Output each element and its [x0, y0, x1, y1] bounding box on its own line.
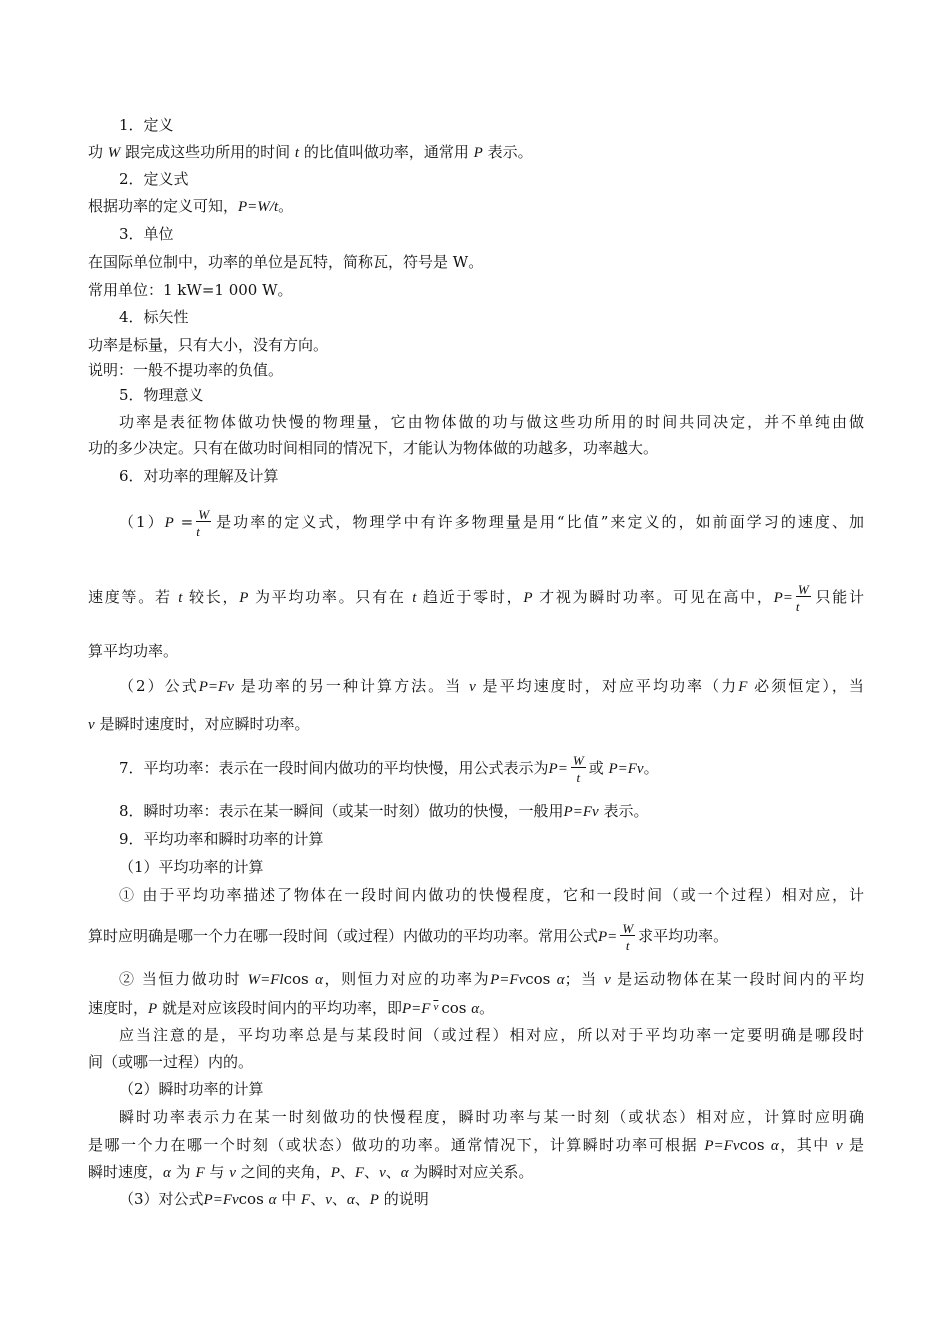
- text-run: t: [294, 145, 300, 161]
- text-run: P=W/t: [238, 199, 279, 215]
- text-run: 趋近于零时，: [422, 588, 524, 606]
- text-run: 的比值叫做功率，通常用: [303, 143, 469, 161]
- text-run: P=Fv: [608, 761, 644, 777]
- text-run: 4．标矢性: [119, 308, 189, 326]
- text-run: 是: [848, 1136, 864, 1154]
- text-run: α: [770, 1138, 779, 1154]
- text-run: （2）瞬时功率的计算: [119, 1080, 264, 1098]
- text-run: 中: [281, 1190, 297, 1208]
- text-run: 9．平均功率和瞬时功率的计算: [119, 830, 324, 848]
- instant-calc-line-3: [88, 1161, 864, 1184]
- fraction-w-over-t: [196, 508, 211, 538]
- text-run: P=: [773, 590, 793, 606]
- text-run: 之间的夹角，: [240, 1163, 331, 1181]
- text-run: 2．定义式: [119, 170, 189, 188]
- text-run: 常用单位：1 kW=1 000 W。: [88, 281, 293, 299]
- text-run: （2）公式: [119, 677, 199, 695]
- text-run: P=Fv: [704, 1138, 740, 1154]
- note-line-1: [119, 1024, 864, 1046]
- text-run: 为: [175, 1163, 191, 1181]
- text-run: P: [369, 1192, 379, 1208]
- understanding-para-1-line-2: [88, 575, 864, 620]
- text-run: cos: [283, 970, 309, 988]
- text-run: t: [625, 938, 630, 953]
- text-run: 是功率的定义式，物理学中有许多物理量是用“比值”来定义的，如前面学习的速度、加: [214, 513, 864, 531]
- text-run: 、: [354, 1190, 370, 1208]
- text-run: F: [195, 1165, 205, 1181]
- text-run: 说明：一般不提功率的负值。: [88, 361, 284, 379]
- text-run: ① 由于平均功率描述了物体在一段时间内做功的快慢程度，它和一段时间（或一个过程）相对应，计: [119, 886, 864, 904]
- heading-unit: [119, 223, 864, 245]
- text-run: W: [572, 753, 584, 768]
- heading-scalar: [119, 306, 864, 328]
- text-run: v: [379, 1165, 386, 1181]
- text-run: =: [180, 513, 194, 531]
- text-run: 应当注意的是，平均功率总是与某段时间（或过程）相对应，所以对于平均功率一定要明确是哪段时: [119, 1026, 864, 1044]
- scalar-text: [88, 334, 864, 356]
- text-run: α: [315, 972, 323, 988]
- text-run: 是运动物体在某一段时间内的平均: [617, 970, 864, 988]
- text-run: （1）平均功率的计算: [119, 858, 264, 876]
- unit-text: [88, 251, 864, 273]
- text-run: 表示。: [603, 802, 649, 820]
- definition-text: [88, 141, 864, 164]
- text-run: W: [198, 507, 210, 522]
- subheading-average: [119, 856, 864, 878]
- text-run: 7．平均功率：表示在一段时间内做功的平均快慢，用公式表示为: [119, 759, 549, 777]
- heading-understanding: [119, 465, 864, 487]
- text-run: cos: [441, 999, 467, 1017]
- text-run: W: [622, 921, 634, 936]
- text-run: 功的多少决定。只有在做功时间相同的情况下，才能认为物体做的功越多，功率越大。: [88, 439, 659, 457]
- text-run: P=F: [401, 1001, 431, 1017]
- text-run: 就是对应该段时间内的平均功率，即: [161, 999, 402, 1017]
- text-run: 、: [385, 1163, 401, 1181]
- text-run: v: [836, 1138, 843, 1154]
- text-run: 在国际单位制中，功率的单位是瓦特，简称瓦，符号是 W。: [88, 253, 484, 271]
- text-run: α: [471, 1001, 480, 1017]
- text-run: 为平均功率。只有在: [254, 588, 406, 606]
- text-run: 、: [331, 1190, 347, 1208]
- average-calc-line-2: [88, 916, 864, 957]
- text-run: W: [107, 145, 121, 161]
- text-run: P: [164, 515, 174, 531]
- instant-calc-line-2: [88, 1134, 864, 1157]
- text-run: t: [412, 590, 417, 606]
- text-run: 是瞬时速度时，对应瞬时功率。: [99, 715, 310, 733]
- text-run: 、: [310, 1190, 326, 1208]
- text-run: 6．对功率的理解及计算: [119, 467, 279, 485]
- meaning-line-2: [88, 437, 864, 459]
- text-run: 根据功率的定义可知，: [88, 197, 239, 215]
- text-run: 3．单位: [119, 225, 174, 243]
- text-run: P=Fv: [203, 1192, 239, 1208]
- text-run: F: [354, 1165, 365, 1181]
- average-velocity-symbol: v: [433, 1001, 439, 1013]
- text-run: 才视为瞬时功率。可见在高中，: [539, 588, 774, 606]
- understanding-para-1-line-3: [88, 640, 864, 662]
- text-run: 速度时，: [88, 999, 149, 1017]
- common-unit-text: [88, 279, 864, 301]
- text-run: 、: [339, 1163, 355, 1181]
- text-run: 瞬时功率表示力在某一时刻做功的快慢程度，瞬时功率与某一时刻（或状态）相对应，计算时应明确: [119, 1108, 864, 1126]
- text-run: 间（或哪一过程）内的。: [88, 1053, 254, 1071]
- text-run: 的说明: [383, 1190, 429, 1208]
- text-run: v: [469, 679, 476, 695]
- text-run: t: [576, 770, 581, 785]
- text-run: P=Fv: [563, 804, 599, 820]
- text-run: 必须恒定），当: [754, 677, 864, 695]
- text-run: α: [268, 1192, 277, 1208]
- text-run: α: [346, 1192, 355, 1208]
- text-run: 为瞬时对应关系。: [413, 1163, 534, 1181]
- scalar-note: [88, 359, 864, 381]
- text-run: 算平均功率。: [88, 642, 179, 660]
- text-run: P: [473, 145, 483, 161]
- fraction-w-over-t: [620, 922, 635, 952]
- text-run: F: [301, 1192, 311, 1208]
- text-run: 5．物理意义: [119, 386, 204, 404]
- text-run: 是平均速度时，对应平均功率（力: [482, 677, 739, 695]
- text-run: P: [330, 1165, 340, 1181]
- instantaneous-power-text: [119, 800, 864, 823]
- fraction-w-over-t: [571, 754, 586, 784]
- understanding-para-1-line-1: [119, 502, 864, 543]
- subheading-instantaneous: [119, 1078, 864, 1100]
- text-run: v: [604, 972, 611, 988]
- text-run: P=Fv: [198, 679, 234, 695]
- text-run: P=Fv: [490, 972, 526, 988]
- text-run: P=: [598, 929, 618, 945]
- text-run: P: [148, 1001, 158, 1017]
- text-run: 较长，: [188, 588, 240, 606]
- text-run: （3）对公式: [119, 1190, 204, 1208]
- text-run: P: [239, 590, 249, 606]
- text-run: cos: [739, 1136, 765, 1154]
- text-run: 功率是表征物体做功快慢的物理量，它由物体做的功与做这些功所用的时间共同决定，并不单纯由做: [119, 413, 864, 431]
- instant-calc-line-1: [119, 1106, 864, 1128]
- text-run: ，其中: [778, 1136, 830, 1154]
- text-run: t: [795, 599, 800, 614]
- text-run: 速度等。若: [88, 588, 172, 606]
- text-run: cos: [525, 970, 551, 988]
- heading-definition: 1．定义: [119, 116, 174, 134]
- text-run: 功率是标量，只有大小，没有方向。: [88, 336, 329, 354]
- formula-text: [88, 195, 864, 218]
- text-run: 求平均功率。: [638, 927, 729, 945]
- text-run: 瞬时速度，: [88, 1163, 164, 1181]
- meaning-line-1: [119, 411, 864, 433]
- text-run: 是哪一个力在哪一个时刻（或状态）做功的功率。通常情况下，计算瞬时功率可根据: [88, 1136, 699, 1154]
- subheading-formula-notes: [119, 1188, 864, 1211]
- text-run: 8．瞬时功率：表示在某一瞬间（或某一时刻）做功的快慢，一般用: [119, 802, 564, 820]
- text-run: 功: [88, 143, 104, 161]
- note-line-2: [88, 1051, 864, 1073]
- text-run: α: [400, 1165, 409, 1181]
- text-run: 。: [479, 999, 495, 1017]
- text-run: 只能计: [813, 588, 864, 606]
- text-run: α: [163, 1165, 171, 1181]
- heading-calculation: [119, 828, 864, 850]
- text-run: ，则恒力对应的功率为: [322, 970, 491, 988]
- understanding-para-2-line-1: [119, 675, 864, 698]
- text-run: W: [797, 582, 809, 597]
- fraction-w-over-t: [796, 583, 811, 613]
- text-run: 是功率的另一种计算方法。当: [240, 677, 463, 695]
- text-run: v: [229, 1165, 236, 1181]
- constant-force-line-2: [88, 996, 864, 1020]
- text-run: ② 当恒力做功时: [119, 970, 242, 988]
- text-run: v: [88, 717, 95, 733]
- text-run: v: [325, 1192, 332, 1208]
- text-run: ；当: [564, 970, 598, 988]
- constant-force-line-1: [119, 968, 864, 991]
- average-calc-line-1: [119, 884, 864, 906]
- text-run: 算时应明确是哪一个力在哪一段时间（或过程）内做功的平均功率。常用公式: [88, 927, 599, 945]
- text-run: F: [738, 679, 748, 695]
- text-run: P=: [548, 761, 568, 777]
- text-run: 表示。: [487, 143, 533, 161]
- text-run: P: [523, 590, 533, 606]
- text-run: 、: [364, 1163, 380, 1181]
- text-run: 。: [278, 197, 294, 215]
- text-run: cos: [238, 1190, 264, 1208]
- heading-meaning: [119, 384, 864, 406]
- text-run: W=Fl: [247, 972, 284, 988]
- text-run: α: [556, 972, 565, 988]
- text-run: 跟完成这些功所用的时间: [125, 143, 291, 161]
- text-run: （1）: [119, 513, 165, 531]
- text-run: t: [178, 590, 183, 606]
- text-run: t: [196, 524, 200, 539]
- text-run: 。: [643, 759, 659, 777]
- text-run: 或: [588, 759, 604, 777]
- average-power-text: [119, 748, 864, 789]
- text-run: 与: [209, 1163, 225, 1181]
- understanding-para-2-line-2: [88, 713, 864, 736]
- heading-formula: [119, 168, 864, 190]
